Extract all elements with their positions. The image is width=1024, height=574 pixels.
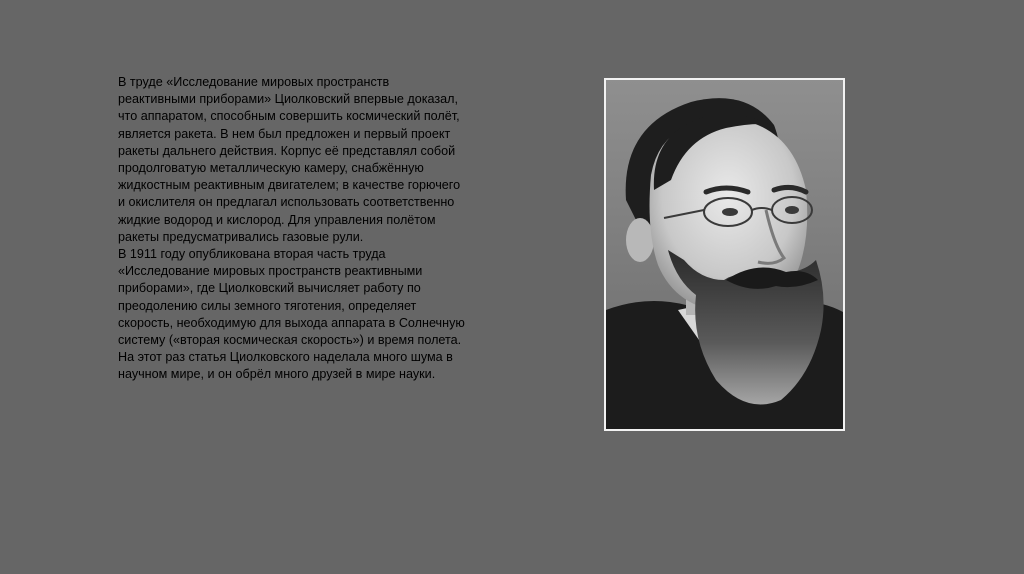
- paragraph-second: В 1911 году опубликована вторая часть труда «Исследование мировых пространств реактивными приборами», где Циолковский вычисляет работу по преодолению силы земного тяготения, определяет скорость, необходимую для выхода аппарата в Солнечную систему («вторая космическая скорость») и время полета. На этот раз статья Циолковского наделала много шума в научном мире, и он обрёл много друзей в мире науки.: [118, 247, 465, 382]
- paragraph-first: В труде «Исследование мировых пространств реактивными приборами» Циолковский впервые доказал, что аппаратом, способным совершить космический полёт, является ракета. В нем был предложен и первый проект ракеты дальнего действия. Корпус её представлял собой продолговатую металлическую камеру, снабжённую жидкостным реактивным двигателем; в качестве горючего и окислителя он предлагал использовать соответственно жидкие водород и кислород. Для управления полётом ракеты предусматривались газовые рули.: [118, 75, 461, 244]
- portrait-photo: [604, 78, 845, 431]
- portrait-image: [606, 80, 843, 429]
- body-text: [118, 74, 468, 384]
- portrait-ear: [626, 218, 654, 262]
